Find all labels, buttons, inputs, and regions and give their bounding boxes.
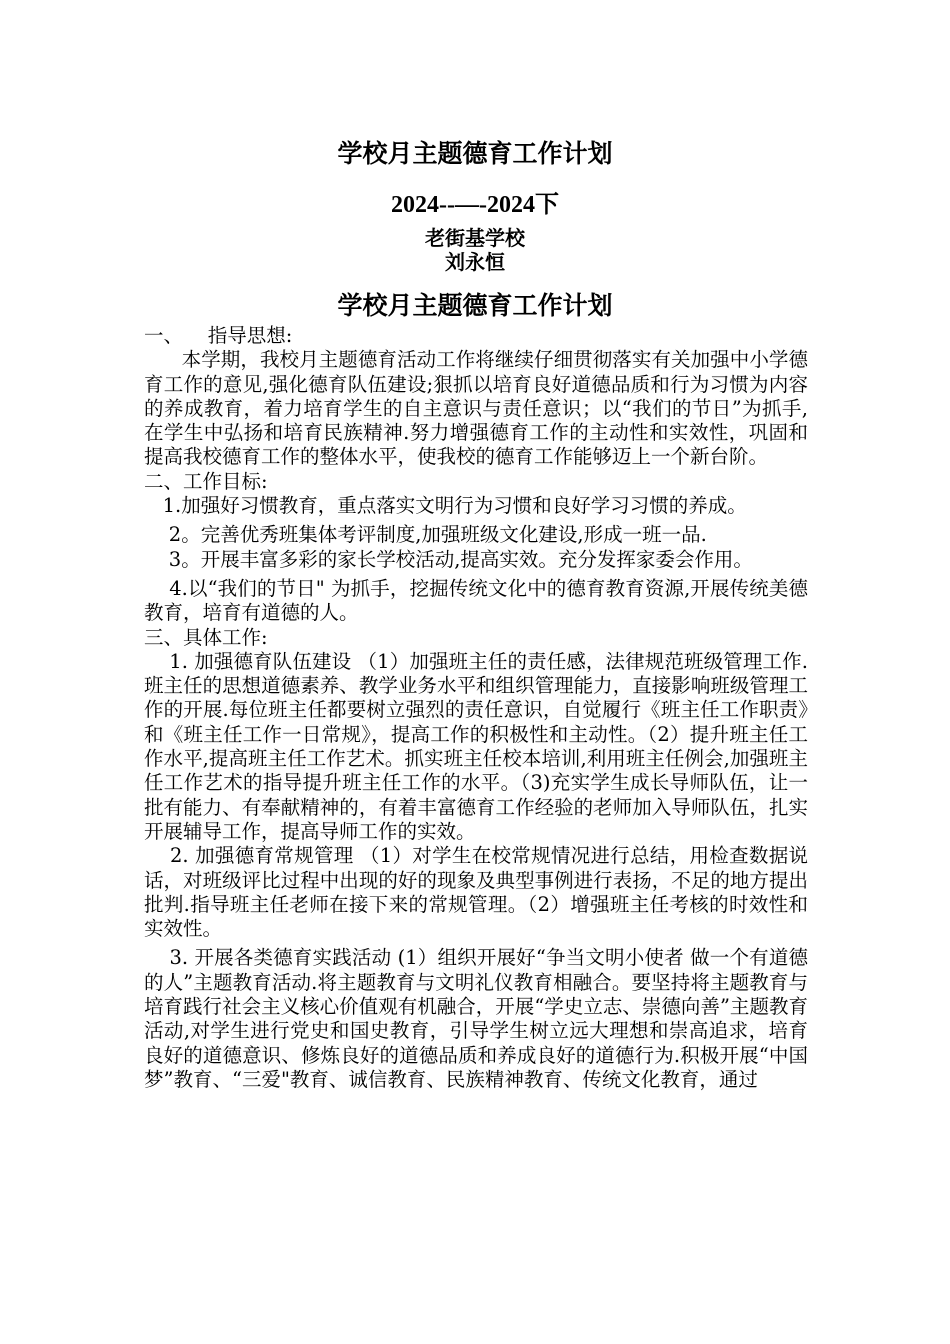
goal-1: 1.加强好习惯教育，重点落实文明行为习惯和良好学习习惯的养成。	[144, 494, 747, 518]
author-block	[0, 226, 950, 274]
section-2-heading: 二、工作目标:	[144, 469, 268, 493]
school-year: 2024--—-2024下	[391, 192, 559, 218]
author-name: 刘永恒	[445, 250, 505, 274]
goal-3: 3。开展丰富多彩的家长学校活动,提高实效。充分发挥家委会作用。	[144, 547, 753, 571]
document-body	[144, 324, 808, 1092]
work-item-1: 1. 加强德育队伍建设 （1）加强班主任的责任感，法律规范班级管理工作.班主任的思想道德素养、教学业务水平和组织管理能力，直接影响班级管理工作的开展.每位班主任都要树立强烈的责任意识，自觉履行《班主任工作职责》和《班主任工作一日常规》，提高工作的积极性和主动性。（2）提升班主任工作水平,提高班主任工作艺术。抓实班主任校本培训,利用班主任例会,加强班主任工作艺术的指导提升班主任工作的水平。（3)充实学生成长导师队伍，让一批有能力、有奉献精神的，有着丰富德育工作经验的老师加入导师队伍，扎实开展辅导工作，提高导师工作的实效。	[144, 649, 809, 843]
work-item-2: 2. 加强德育常规管理 （1）对学生在校常规情况进行总结，用检查数据说话，对班级评比过程中出现的好的现象及典型事例进行表扬，不足的地方提出批判.指导班主任老师在接下来的常规管理。（2）增强班主任考核的时效性和实效性。	[144, 844, 808, 941]
plan-title: 学校月主题德育工作计划	[337, 291, 613, 320]
section-1-paragraph: 本学期，我校月主题德育活动工作将继续仔细贯彻落实有关加强中小学德育工作的意见,强化德育队伍建设;狠抓以培育良好道德品质和行为习惯为内容的养成教育，着力培育学生的自主意识与责任意识；以“我们的节日”为抓手,在学生中弘扬和培育民族精神.努力增强德育工作的主动性和实效性，巩固和提高我校德育工作的整体水平，使我校的德育工作能够迈上一个新台阶。	[144, 348, 808, 469]
document-title: 学校月主题德育工作计划	[337, 139, 613, 168]
section-1-heading: 一、 指导思想:	[144, 324, 293, 347]
school-name: 老街基学校	[425, 226, 525, 250]
work-item-3: 3. 开展各类德育实践活动 (1）组织开展好“争当文明小使者 做一个有道德的人”主题教育活动.将主题教育与文明礼仪教育相融合。要坚持将主题教育与培育践行社会主义核心价值观有机融合，开展“学史立志、崇德向善”主题教育活动,对学生进行党史和国史教育，引导学生树立远大理想和崇高追求，培育良好的道德意识、修炼良好的道德品质和养成良好的道德行为.积极开展“中国梦”教育、“三爱"教育、诚信教育、民族精神教育、传统文化教育，通过	[144, 946, 808, 1091]
goal-2: 2。完善优秀班集体考评制度,加强班级文化建设,形成一班一品.	[144, 523, 707, 547]
goal-4: 4.以“我们的节日" 为抓手，挖掘传统文化中的德育教育资源,开展传统美德教育，培育有道德的人。	[144, 576, 808, 625]
section-3-heading: 三、具体工作:	[144, 625, 268, 649]
